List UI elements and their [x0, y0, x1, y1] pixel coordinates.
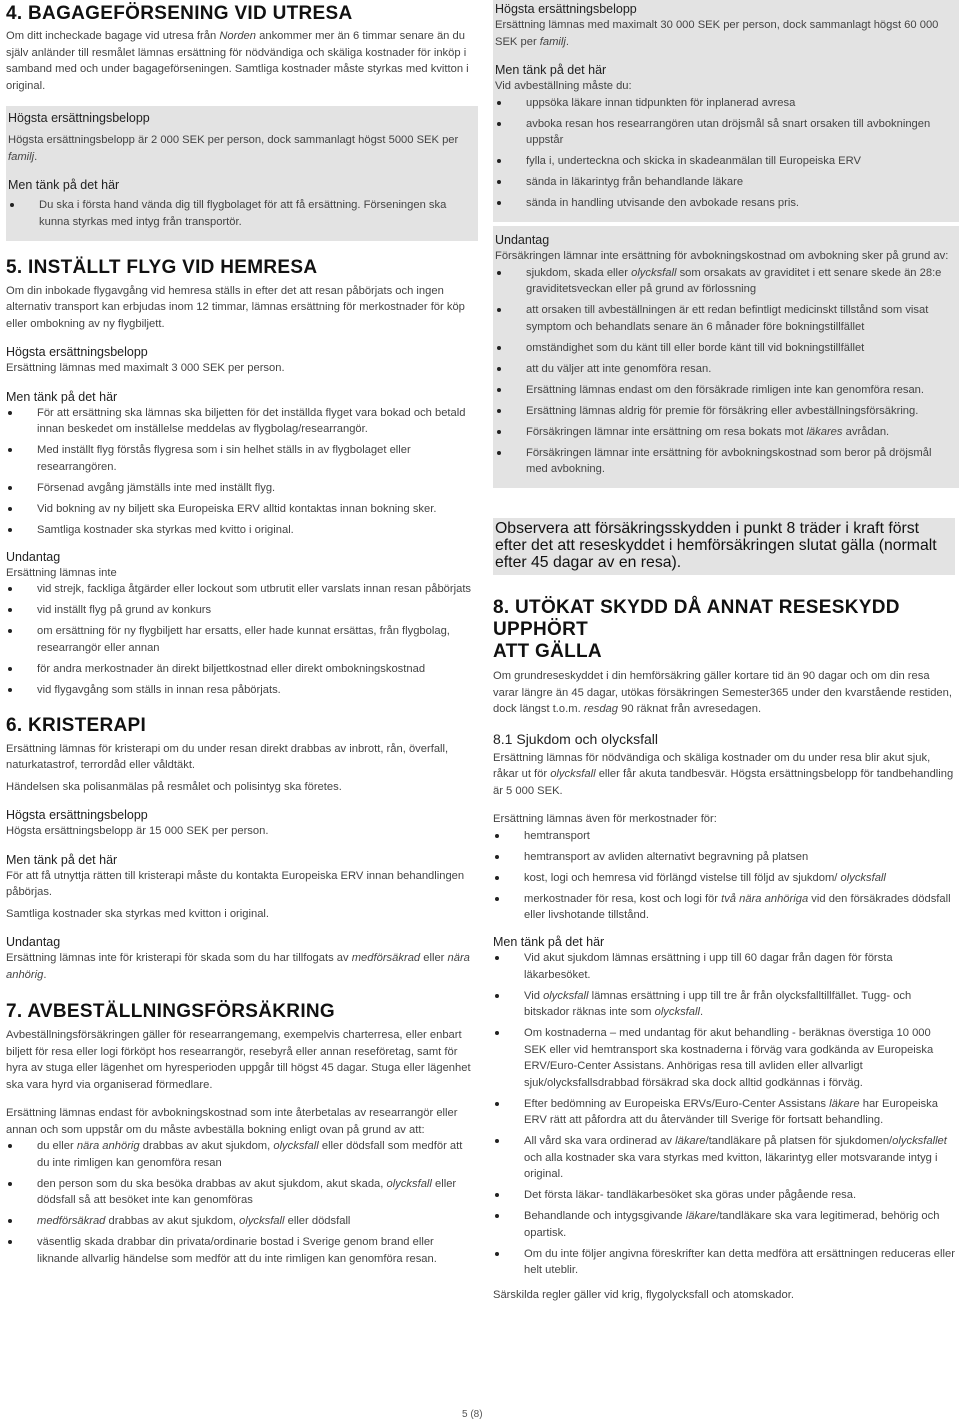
right-column	[493, 0, 955, 1304]
section-6-intro2: Händelsen ska polisanmälas på resmålet och polisintyg ska företes.	[6, 780, 342, 793]
section-8-think-list	[493, 950, 955, 1279]
list-item: Vid olycksfall lämnas ersättning i upp till tre år från olycksfalltillfället. Tugg- och bitskador räknas inte som olycksfall.	[493, 988, 955, 1021]
section-4-think-heading: Men tänk på det här	[8, 178, 120, 192]
section-7-heading: 7. AVBESTÄLLNINGSFÖRSÄKRING	[6, 1001, 336, 1022]
list-item: Det första läkar- tandläkarbesöket ska göras under pågående resa.	[493, 1187, 955, 1204]
section-7-intro: Avbeställningsförsäkringen gäller för researrangemang, exempelvis charterresa, eller enbart biljett för resa eller logi förköpt hos researrangör, resebyrå eller annan reseföretag, samt för hyra av stuga eller lägenhet om hyresperioden uppgår till högst 45 dagar. Stuga eller lägenhet ska vara hyrd via organiserad förmedlare.	[6, 1029, 471, 1091]
list-item: Om kostnaderna – med undantag för akut behandling - beräknas överstiga 10 000 SEK eller vid hemtransport ska kostnaderna i förväg vara godkända av Europeiska ERV/Euro-Center Assistans. Anhörigas resa till avliden eller allvarligt sjuk/olycksfallsdrabbad försäkrad ska dock alltid godkännas i förväg.	[493, 1025, 955, 1091]
section-6-max-heading: Högsta ersättningsbelopp	[6, 808, 148, 822]
left-column	[6, 0, 474, 1272]
list-item: vid inställt flyg på grund av konkurs	[6, 602, 474, 619]
section-7-list	[6, 1138, 474, 1267]
list-item: om ersättning för ny flygbiljett har ersatts, eller hade kunnat ersättas, från flygbolag, researrangör eller annan	[6, 623, 474, 656]
list-item: sända in läkarintyg från behandlande läkare	[495, 174, 953, 191]
section-6-exception-heading: Undantag	[6, 935, 61, 949]
list-item: den person som du ska besöka drabbas av akut sjukdom, akut skada, olycksfall eller dödsfall så att besöket inte kan genomföras	[6, 1176, 474, 1209]
list-item: Försäkringen lämnar inte ersättning om resa bokats mot läkares avrådan.	[495, 424, 953, 441]
right-top-box	[493, 0, 959, 222]
section-8-final: Särskilda regler gäller vid krig, flygolycksfall och atomskador.	[493, 1289, 794, 1301]
section-8-1-heading: 8.1 Sjukdom och olycksfall	[493, 730, 658, 747]
list-item: hemtransport	[493, 828, 955, 845]
section-6-think-text2: Samtliga kostnader ska styrkas med kvitton i original.	[6, 907, 270, 920]
list-item: fylla i, underteckna och skicka in skadeanmälan till Europeiska ERV	[495, 153, 953, 170]
section-5-heading: 5. INSTÄLLT FLYG VID HEMRESA	[6, 256, 318, 278]
section-5-max-text: Ersättning lämnas med maximalt 3 000 SEK per person.	[6, 362, 285, 374]
right-exception-list	[495, 265, 953, 478]
section-5-exception-list	[6, 581, 474, 698]
right-think-list	[495, 95, 953, 212]
list-item: vid strejk, fackliga åtgärder eller lockout som utbrutit eller varslats innan resan påbörjats	[6, 581, 474, 598]
section-8-intro: Om grundreseskyddet i din hemförsäkring gäller kortare tid än 90 dagar och om din resa varar längre än 45 dagar, utökas försäkringen Semester365 under den kvarstående restiden, dock längst t.o.m. resdag 90 räknat från avresedagen.	[493, 670, 952, 715]
section-4-heading: 4. BAGAGEFÖRSENING VID UTRESA	[6, 3, 353, 24]
section-6-heading: 6. KRISTERAPI	[6, 714, 147, 736]
section-5-exception-heading: Undantag	[6, 549, 61, 564]
section-8-think-heading: Men tänk på det här	[493, 935, 605, 949]
section-8-1-p2: Ersättning lämnas även för merkostnader för:	[493, 813, 717, 825]
section-6-exception-text: Ersättning lämnas inte för kristerapi för skada som du har tillfogats av medförsäkrad eller nära anhörig.	[6, 952, 470, 981]
section-4-think-list	[8, 197, 472, 230]
list-item: avboka resan hos researrangören utan dröjsmål så snart orsaken till avbokningen uppstår	[495, 116, 953, 149]
list-item: väsentlig skada drabbar din privata/ordinarie bostad i Sverige genom brand eller liknande allvarlig händelse som medför att du inte rimligen kan genomföra resan.	[6, 1234, 474, 1267]
list-item: Om du inte följer angivna föreskrifter kan detta medföra att ersättningen reduceras eller helt uteblir.	[493, 1246, 955, 1279]
section-8-heading: 8. UTÖKAT SKYDD DÅ ANNAT RESESKYDD UPPHÖRT ATT GÄLLA	[493, 597, 900, 662]
section-6-intro: Ersättning lämnas för kristerapi om du under resan direkt drabbas av inbrott, rån, överfall, naturkatastrof, terrordåd eller våldtäkt.	[6, 742, 449, 771]
section-6-think-text: För att få utnyttja rätten till kristerapi måste du kontakta Europeiska ERV innan behandlingen påbörjas.	[6, 869, 465, 898]
right-think-heading: Men tänk på det här	[495, 63, 607, 77]
section-8-1-p1: Ersättning lämnas för nödvändiga och skäliga kostnader om du under resa blir akut sjuk, råkar ut för olycksfall eller får akuta tandbesvär. Högsta ersättningsbelopp för tandbehandling är 5 000 SEK.	[493, 751, 954, 797]
list-item: merkostnader för resa, kost och logi för två nära anhöriga vid den försäkrades dödsfall eller livshotande tillstånd.	[493, 891, 955, 924]
list-item: Försenad avgång jämställs inte med inställt flyg.	[6, 480, 474, 497]
list-item: All vård ska vara ordinerad av läkare/tandläkare på platsen för sjukdomen/olycksfallet och alla kostnader ska vara styrkas med kvitton, läkarintyg eller motsvarande intyg i original.	[493, 1133, 955, 1183]
section-5-think-heading: Men tänk på det här	[6, 389, 118, 404]
section-4-intro: Om ditt incheckade bagage vid utresa från Norden ankommer mer än 6 timmar senare än du själv anländer till resmålet lämnas ersättning för nödvändiga och skäliga kostnader för inköp i samband med och under bagageförseningen. Samtliga kostnader måste styrkas med kvitton i original.	[6, 30, 469, 92]
list-item: Försäkringen lämnar inte ersättning för avbokningskostnad som beror på dröjsmål med avbokning.	[495, 445, 953, 478]
list-item: Efter bedömning av Europeiska ERVs/Euro-Center Assistans läkare har Europeiska ERV rätt att påfordra att du återvänder till Sverige för fortsatt behandling.	[493, 1096, 955, 1129]
list-item: du eller nära anhörig drabbas av akut sjukdom, olycksfall eller dödsfall som medför att du inte rimligen kan genomföra resan	[6, 1138, 474, 1171]
important-note-box: Observera att försäkringsskydden i punkt 8 träder i kraft först efter det att reseskyddet i hemförsäkringen slutat gälla (normalt efter 45 dagar av en resa).	[493, 518, 955, 575]
list-item: att orsaken till avbeställningen är ett redan befintligt medicinskt tillstånd som visat symptom och behandlats senare än 6 månader före bokningstillfället	[495, 302, 953, 335]
right-max-text: Ersättning lämnas med maximalt 30 000 SEK per person, dock sammanlagt högst 60 000 SEK per familj.	[495, 19, 939, 48]
list-item: För att ersättning ska lämnas ska biljetten för det inställda flyget vara bokad och betald innan beskedet om inställelse meddelas av flygbolag/researrangör.	[6, 405, 474, 438]
section-4-box	[6, 106, 478, 241]
list-item: Ersättning lämnas aldrig för premie för försäkring eller avbeställningsförsäkring.	[495, 403, 953, 420]
list-item: sjukdom, skada eller olycksfall som orsakats av graviditet i ett senare skede än 28:e graviditetsveckan eller på grund av förlossning	[495, 265, 953, 298]
section-5-max-heading: Högsta ersättningsbelopp	[6, 345, 148, 359]
section-6-max-text: Högsta ersättningsbelopp är 15 000 SEK per person.	[6, 825, 269, 837]
right-think-intro: Vid avbeställning måste du:	[495, 80, 632, 92]
list-item: Med inställt flyg förstås flygresa som i sin helhet ställs in av flygbolaget eller researrangören.	[6, 442, 474, 475]
list-item: kost, logi och hemresa vid förlängd vistelse till följd av sjukdom/ olycksfall	[493, 870, 955, 887]
section-7-intro2: Ersättning lämnas endast för avbokningskostnad som inte återbetalas av researrangör eller annan och som uppstår om du måste avbeställa bokning enligt ovan på grund av att:	[6, 1107, 458, 1136]
list-item: Samtliga kostnader ska styrkas med kvitto i original.	[6, 522, 474, 539]
list-item: att du väljer att inte genomföra resan.	[495, 361, 953, 378]
list-item: Du ska i första hand vända dig till flygbolaget för att få ersättning. Förseningen ska kunna styrkas med intyg från transportör.	[8, 197, 472, 230]
list-item: medförsäkrad drabbas av akut sjukdom, olycksfall eller dödsfall	[6, 1213, 474, 1230]
right-max-heading: Högsta ersättningsbelopp	[495, 2, 637, 16]
section-5-think-list	[6, 405, 474, 539]
section-8-1-list	[493, 828, 955, 924]
list-item: vid flygavgång som ställs in innan resa påbörjats.	[6, 682, 474, 699]
right-exception-box	[493, 226, 959, 488]
list-item: hemtransport av avliden alternativt begravning på platsen	[493, 849, 955, 866]
right-exception-heading: Undantag	[495, 233, 550, 247]
list-item: sända in handling utvisande den avbokade resans pris.	[495, 195, 953, 212]
section-4-max-heading: Högsta ersättningsbelopp	[8, 111, 150, 125]
page-number: 5 (8)	[462, 1409, 483, 1420]
list-item: omständighet som du känt till eller borde känt till vid bokningstillfället	[495, 340, 953, 357]
section-5-intro: Om din inbokade flygavgång vid hemresa ställs in efter det att resan påbörjats och ingen alternativ transport kan erbjudas inom 12 timmar, lämnas ersättning för merkostnader för köp eller ombokning av ny flygbiljett.	[6, 284, 465, 330]
section-6-think-heading: Men tänk på det här	[6, 852, 118, 867]
list-item: uppsöka läkare innan tidpunkten för inplanerad avresa	[495, 95, 953, 112]
section-4-max-text: Högsta ersättningsbelopp är 2 000 SEK per person, dock sammanlagt högst 5000 SEK per familj.	[8, 134, 459, 163]
list-item: Vid bokning av ny biljett ska Europeiska ERV alltid kontaktas innan bokning sker.	[6, 501, 474, 518]
list-item: Ersättning lämnas endast om den försäkrade rimligen inte kan genomföra resan.	[495, 382, 953, 399]
list-item: Behandlande och intygsgivande läkare/tandläkare ska vara legitimerad, behörig och opartisk.	[493, 1208, 955, 1241]
section-5-exception-intro: Ersättning lämnas inte	[6, 566, 117, 579]
list-item: för andra merkostnader än direkt biljettkostnad eller direkt ombokningskostnad	[6, 661, 474, 678]
list-item: Vid akut sjukdom lämnas ersättning i upp till 60 dagar från dagen för första läkarbesöket.	[493, 950, 955, 983]
right-exception-intro: Försäkringen lämnar inte ersättning för avbokningskostnad om avbokning sker på grund av:	[495, 250, 949, 262]
